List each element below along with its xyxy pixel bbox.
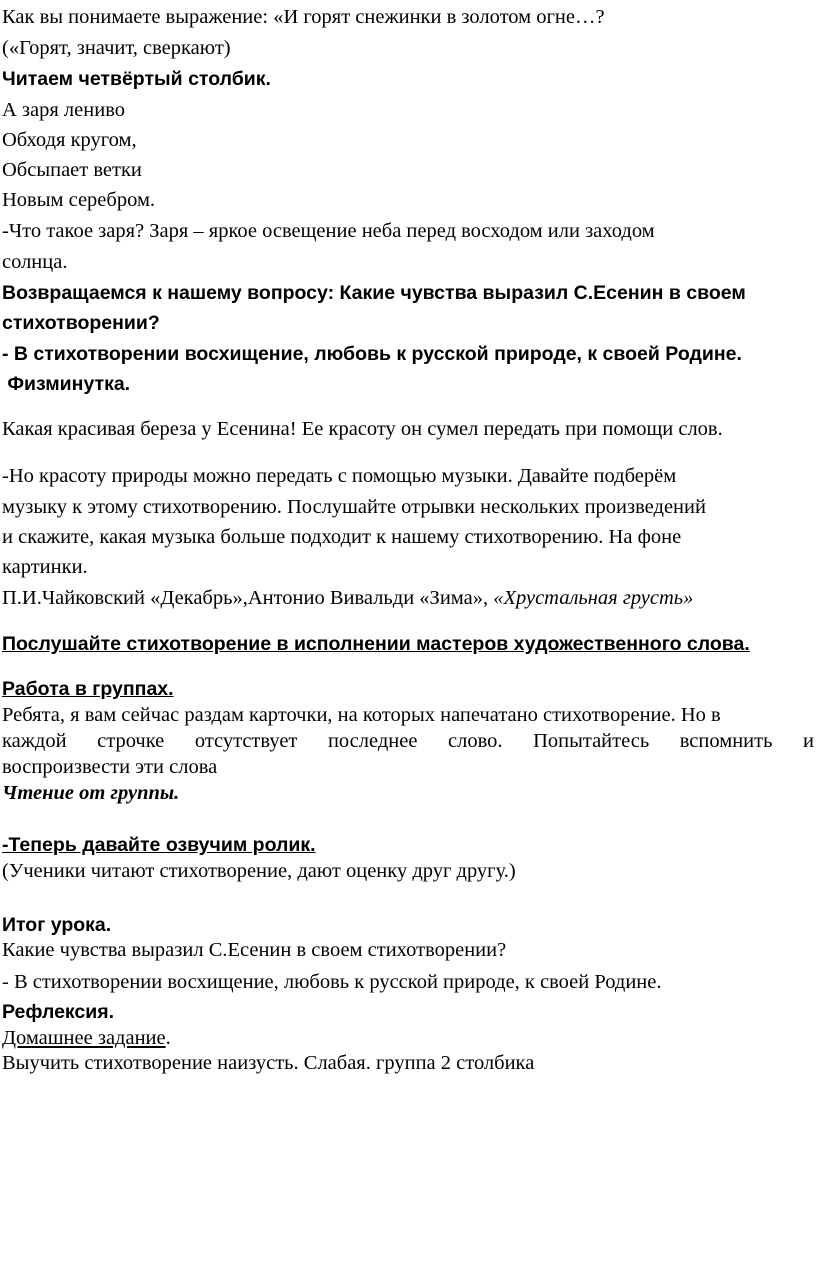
homework-label: Домашнее задание — [2, 1027, 166, 1049]
homework-text: Выучить стихотворение наизусть. Слабая. группа 2 столбика — [2, 1052, 535, 1074]
voice-over-heading: -Теперь давайте озвучим ролик. — [2, 834, 316, 856]
group-reading: Чтение от группы. — [2, 782, 180, 804]
return-answer: - В стихотворении восхищение, любовь к русской природе, к своей Родине. — [2, 343, 742, 365]
music-line-4: картинки. — [2, 556, 88, 578]
group-work-heading: Работа в группах. — [2, 678, 174, 700]
summary-question: Какие чувства выразил С.Есенин в своем стихотворении? — [2, 939, 507, 961]
fizminutka-heading: Физминутка. — [2, 373, 131, 395]
homework-dot: . — [165, 1027, 171, 1049]
music-line-3: и скажите, какая музыка больше подходит к нашему стихотворению. На фоне — [2, 526, 682, 548]
dawn-question-line-1: -Что такое заря? Заря – яркое освещение неба перед восходом или заходом — [2, 220, 655, 242]
summary-answer: - В стихотворении восхищение, любовь к русской природе, к своей Родине. — [2, 971, 662, 993]
poem-line-1: А заря лениво — [2, 99, 125, 121]
intro-line-1: Как вы понимаете выражение: «И горят снежинки в золотом огне…? — [2, 6, 605, 28]
music-pieces-italic: «Хрустальная грусть» — [493, 587, 694, 609]
reflection-heading: Рефлексия. — [2, 1001, 115, 1023]
poem-line-2: Обходя кругом, — [2, 129, 137, 151]
music-line-2: музыку к этому стихотворению. Послушайте отрывки нескольких произведений — [2, 496, 706, 518]
group-work-line-1: Ребята, я вам сейчас раздам карточки, на которых напечатано стихотворение. Но в — [2, 704, 721, 726]
return-question-line-2: стихотворении? — [2, 312, 160, 334]
group-work-line-2: каждой строчке отсутствует последнее слово. Попытайтесь вспомнить и — [2, 730, 814, 752]
group-work-line-3: воспроизвести эти слова — [2, 756, 218, 778]
birch-text: Какая красивая береза у Есенина! Ее красоту он сумел передать при помощи слов. — [2, 418, 723, 440]
summary-heading: Итог урока. — [2, 914, 112, 936]
listen-heading: Послушайте стихотворение в исполнении мастеров художественного слова. — [2, 633, 750, 655]
dawn-question-line-2: солнца. — [2, 251, 68, 273]
poem-line-3: Обсыпает ветки — [2, 159, 142, 181]
music-pieces-plain: П.И.Чайковский «Декабрь»,Антонио Вивальди «Зима», — [2, 587, 494, 609]
fourth-column-heading: Читаем четвёртый столбик. — [2, 68, 271, 90]
intro-line-2: («Горят, значит, сверкают) — [2, 37, 231, 59]
return-question-line-1: Возвращаемся к нашему вопросу: Какие чувства выразил С.Есенин в своем — [2, 282, 746, 304]
poem-line-4: Новым серебром. — [2, 189, 156, 211]
music-line-1: -Но красоту природы можно передать с помощью музыки. Давайте подберём — [2, 465, 677, 487]
music-pieces — [2, 583, 693, 614]
voice-over-text: (Ученики читают стихотворение, дают оценку друг другу.) — [2, 860, 516, 882]
